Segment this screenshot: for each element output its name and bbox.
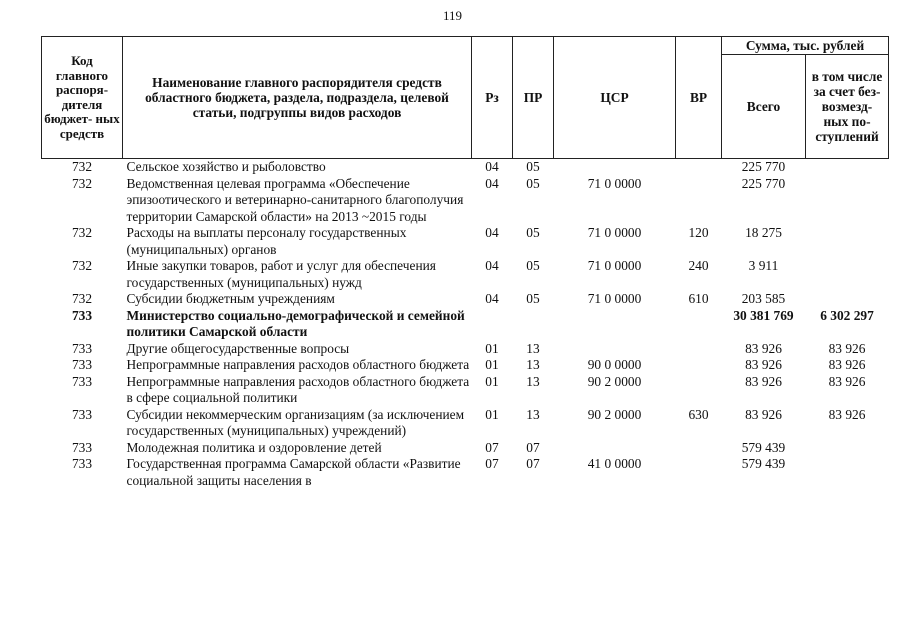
table-row (42, 176, 889, 226)
cell-code: 732 (71, 225, 93, 240)
table-row (42, 225, 889, 258)
cell-rz: 07 (485, 456, 499, 471)
header-rz: Рз (472, 37, 513, 159)
header-csr: ЦСР (554, 37, 676, 159)
cell-code: 733 (71, 373, 93, 389)
cell-name: Непрограммные направления расходов областного бюджета (126, 357, 470, 372)
cell-rz: 04 (485, 175, 499, 191)
cell-csr: 71 0 0000 (587, 291, 642, 306)
cell-total: 579 439 (741, 456, 786, 471)
header-code: Код главного распоря- дителя бюджет- ных средств (42, 37, 123, 159)
cell-rz: 04 (485, 225, 499, 240)
cell-free: 83 926 (828, 373, 866, 389)
cell-total: 225 770 (741, 175, 786, 191)
cell-total: 83 926 (745, 373, 782, 389)
cell-pr: 05 (526, 175, 540, 191)
cell-rz: 01 (485, 340, 499, 356)
header-vr: ВР (676, 37, 722, 159)
cell-vr (676, 176, 722, 226)
page-number: 119 (442, 8, 463, 23)
cell-free (806, 258, 889, 291)
cell-pr: 05 (526, 225, 540, 240)
header-name: Наименование главного распорядителя средств областного бюджета, раздела, подраздела, целевой статьи, подгруппы видов расходов (123, 37, 472, 159)
cell-rz: 01 (485, 406, 499, 422)
cell-pr: 13 (526, 373, 540, 389)
cell-pr: 13 (526, 406, 540, 422)
table-row (42, 407, 889, 440)
cell-vr: 120 (688, 225, 709, 240)
cell-code: 733 (71, 406, 93, 422)
cell-name: Иные закупки товаров, работ и услуг для обеспечения государственных (муниципальных) нужд (126, 258, 436, 290)
cell-csr (554, 159, 676, 176)
header-free: в том числе за счет без- возмезд- ных по- ступлений (806, 55, 889, 159)
cell-csr (554, 440, 676, 457)
cell-vr (676, 374, 722, 407)
cell-pr: 05 (526, 159, 540, 174)
cell-code: 733 (71, 357, 93, 372)
cell-name: Государственная программа Самарской области «Развитие социальной защиты населения в (126, 456, 461, 488)
cell-rz: 01 (485, 357, 499, 372)
cell-pr: 05 (526, 291, 540, 306)
cell-free: 83 926 (828, 340, 866, 356)
cell-free: 83 926 (828, 357, 866, 372)
cell-rz: 04 (485, 258, 499, 273)
cell-pr: 13 (526, 357, 540, 372)
cell-csr: 71 0 0000 (587, 175, 642, 191)
cell-pr: 07 (526, 439, 540, 455)
cell-code: 733 (71, 307, 93, 323)
header-sum: Сумма, тыс. рублей (722, 37, 889, 55)
table-row (42, 357, 889, 374)
cell-name: Субсидии бюджетным учреждениям (126, 291, 335, 306)
cell-free (806, 456, 889, 489)
cell-free (806, 440, 889, 457)
cell-free (806, 159, 889, 176)
cell-name: Молодежная политика и оздоровление детей (126, 439, 382, 455)
cell-rz: 04 (485, 159, 499, 174)
table-row (42, 341, 889, 358)
table-row (42, 374, 889, 407)
cell-vr (676, 341, 722, 358)
table-row (42, 159, 889, 176)
cell-total: 83 926 (745, 357, 782, 372)
cell-pr: 13 (526, 340, 540, 356)
cell-free: 6 302 297 (820, 307, 874, 323)
cell-vr (676, 308, 722, 341)
cell-free: 83 926 (828, 406, 866, 422)
cell-vr (676, 159, 722, 176)
cell-csr: 71 0 0000 (587, 225, 642, 240)
cell-pr: 07 (526, 456, 540, 471)
cell-name: Ведомственная целевая программа «Обеспечение эпизоотического и ветеринарно-санитарного благополучия территории Самарской области» на 2013 ~2015 годы (126, 175, 464, 224)
cell-total: 579 439 (741, 439, 786, 455)
header-pr: ПР (513, 37, 554, 159)
cell-name: Сельское хозяйство и рыболовство (126, 159, 326, 174)
cell-total: 18 275 (745, 225, 782, 240)
cell-rz: 01 (485, 373, 499, 389)
cell-free (806, 291, 889, 308)
cell-pr (513, 308, 554, 341)
header-total: Всего (722, 55, 806, 159)
cell-code: 732 (71, 291, 93, 306)
table-row (42, 291, 889, 308)
cell-csr: 90 0 0000 (587, 357, 642, 372)
cell-vr: 630 (688, 406, 709, 422)
cell-total: 225 770 (741, 159, 786, 174)
budget-table (41, 36, 889, 489)
cell-vr (676, 440, 722, 457)
cell-free (806, 176, 889, 226)
cell-vr (676, 456, 722, 489)
cell-name: Субсидии некоммерческим организациям (за исключением государственных (муниципальных) учреждений) (126, 406, 465, 438)
table-row (42, 258, 889, 291)
cell-total: 83 926 (745, 406, 782, 422)
table-row (42, 308, 889, 341)
cell-csr (554, 341, 676, 358)
cell-code: 733 (71, 456, 93, 471)
table-body (42, 159, 889, 490)
cell-vr (676, 357, 722, 374)
cell-name: Расходы на выплаты персоналу государственных (муниципальных) органов (126, 225, 407, 257)
cell-vr: 610 (688, 291, 709, 306)
cell-free (806, 225, 889, 258)
cell-total: 203 585 (741, 291, 786, 306)
cell-vr: 240 (688, 258, 709, 273)
cell-name: Министерство социально-демографической и семейной политики Самарской области (126, 307, 465, 339)
cell-code: 732 (71, 159, 93, 174)
cell-total: 3 911 (748, 258, 779, 273)
cell-code: 732 (71, 175, 93, 191)
cell-code: 733 (71, 439, 93, 455)
cell-rz (472, 308, 513, 341)
cell-csr: 90 2 0000 (587, 406, 642, 422)
cell-total: 83 926 (745, 340, 782, 356)
cell-code: 733 (71, 340, 93, 356)
table-row (42, 456, 889, 489)
table-row (42, 440, 889, 457)
cell-rz: 04 (485, 291, 499, 306)
cell-total: 30 381 769 (733, 307, 794, 323)
cell-csr: 71 0 0000 (587, 258, 642, 273)
cell-csr: 90 2 0000 (587, 373, 642, 389)
cell-code: 732 (71, 258, 93, 273)
cell-csr: 41 0 0000 (587, 456, 642, 471)
cell-name: Другие общегосударственные вопросы (126, 340, 350, 356)
cell-rz: 07 (485, 439, 499, 455)
cell-name: Непрограммные направления расходов областного бюджета в сфере социальной политики (126, 373, 470, 405)
cell-csr (554, 308, 676, 341)
cell-pr: 05 (526, 258, 540, 273)
table-header (42, 37, 889, 159)
